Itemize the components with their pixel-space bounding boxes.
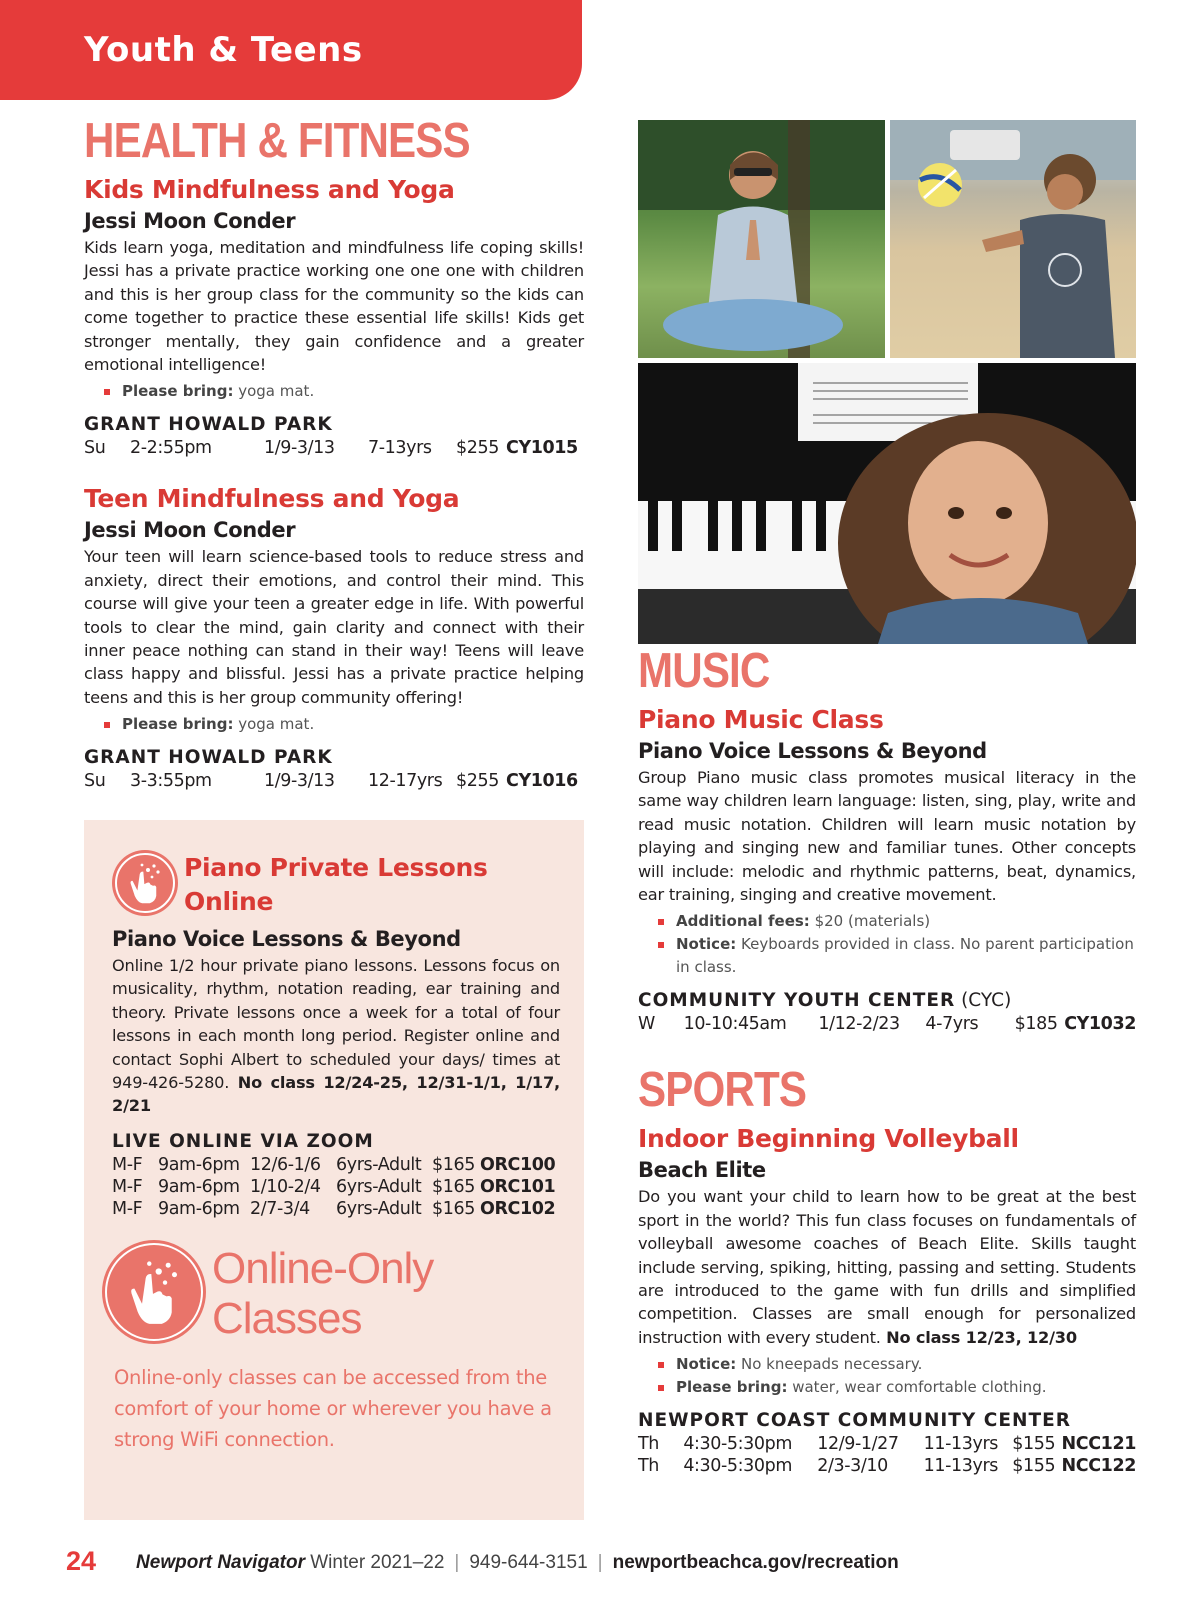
course-code[interactable]: CY1032 xyxy=(1064,1014,1137,1035)
bring-note: Please bring: yoga mat. xyxy=(84,380,584,403)
touch-hand-icon xyxy=(102,1240,206,1344)
class-description: Group Piano music class promotes musical literacy in the same way children learn language: listen, sing, play, write and read music notation. Children will learn music notation by playing and singing new and familiar tunes. Other concepts will include: melodic and rhythmic patterns, beat, dynamics, ear training, singing and creative movement. xyxy=(638,768,1136,905)
location-name: NEWPORT COAST COMMUNITY CENTER xyxy=(638,1410,1071,1432)
piano-girl-photo xyxy=(638,363,1136,644)
class-description: Kids learn yoga, meditation and mindfulness life coping skills! Jessi has a private practice working one one one with children and this is her group class for the community so the kids can come together to practice these essential life skills! Kids get stronger mentally, they gain confidence and a greater emotional intelligence! xyxy=(84,238,584,375)
location-name: GRANT HOWALD PARK xyxy=(84,414,333,436)
instructor-name: Piano Voice Lessons & Beyond xyxy=(638,739,987,763)
online-only-text: Online-only classes can be accessed from the comfort of your home or wherever you have a strong WiFi connection. xyxy=(114,1366,552,1451)
teen-yoga-listing xyxy=(84,483,584,792)
page-number: 24 xyxy=(66,1546,97,1576)
photo-collage xyxy=(638,120,1136,644)
publication-name: Newport Navigator xyxy=(136,1552,305,1573)
course-code[interactable]: CY1016 xyxy=(506,771,578,792)
class-description: Your teen will learn science-based tools to reduce stress and anxiety, direct their emotions, and control their mind. This course will give your teen a greater edge in life. With powerful tools to clear the mind, gain clarity and connect with their inner peace nothing can stand in their way! Teens will leave class happy and blissful. Jessi has a private practice helping teens and this is her group community offering! xyxy=(84,547,584,707)
publication-season: Winter 2021–22 xyxy=(304,1552,445,1573)
schedule-table xyxy=(112,1154,560,1220)
health-fitness-heading: HEALTH & FITNESS xyxy=(84,114,470,168)
course-code[interactable]: ORC100 xyxy=(480,1154,556,1175)
website-link[interactable]: newportbeachca.gov/recreation xyxy=(612,1552,899,1573)
yoga-girl-photo xyxy=(638,120,885,358)
course-code[interactable]: ORC101 xyxy=(480,1176,556,1197)
class-notes xyxy=(84,380,584,403)
instructor-name: Jessi Moon Conder xyxy=(84,518,296,543)
music-heading: MUSIC xyxy=(638,644,770,698)
schedule-row: Th 4:30-5:30pm 12/9-1/27 11-13yrs $155 NCC121 xyxy=(638,1434,1136,1455)
course-code[interactable]: ORC102 xyxy=(480,1198,556,1219)
bring-note: Please bring: yoga mat. xyxy=(84,713,584,736)
course-code[interactable]: NCC122 xyxy=(1061,1456,1136,1477)
class-title[interactable]: Kids Mindfulness and Yoga xyxy=(84,175,455,204)
class-notes xyxy=(84,713,584,736)
class-notes xyxy=(638,1353,1136,1399)
schedule-row: W 10-10:45am 1/12-2/23 4-7yrs $185 CY1032 xyxy=(638,1014,1137,1035)
left-column xyxy=(84,112,584,792)
schedule-row: M-F 9am-6pm 1/10-2/4 6yrs-Adult $165 ORC101 xyxy=(112,1176,556,1197)
schedule-row: Su 2-2:55pm 1/9-3/13 7-13yrs $255 CY1015 xyxy=(84,438,578,459)
class-description: Online 1/2 hour private piano lessons. Lessons focus on musicality, rhythm, notation reading, ear training and theory. Private lessons once a week for a total of four lessons in each month long period. Register online and contact Sophi Albert to scheduled your days/ times at 949-426-5280. No class 12/24-25, 12/31-1/1, 1/17, 2/21 xyxy=(112,956,560,1116)
sports-heading: SPORTS xyxy=(638,1063,807,1118)
course-code[interactable]: NCC121 xyxy=(1061,1434,1136,1455)
class-title[interactable]: Piano Private Lessons xyxy=(184,853,488,882)
class-title-continued: Online xyxy=(184,887,274,916)
schedule-table xyxy=(638,1433,1136,1477)
instructor-name: Beach Elite xyxy=(638,1158,766,1183)
location-name: COMMUNITY YOUTH CENTER (CYC) xyxy=(638,990,1012,1012)
footer-separator: | xyxy=(454,1552,460,1573)
online-promo-box xyxy=(84,820,584,1520)
bring-note: Please bring: water, wear comfortable clothing. xyxy=(638,1376,1136,1399)
touch-hand-icon xyxy=(112,850,178,916)
course-code[interactable]: CY1015 xyxy=(506,438,578,459)
fees-note: Additional fees: $20 (materials) xyxy=(638,910,1136,933)
notice-note: Notice: Keyboards provided in class. No parent participation in class. xyxy=(638,933,1136,979)
footer-separator: | xyxy=(597,1552,603,1573)
class-description: Do you want your child to learn how to be great at the best sport in the world? This fun class focuses on fundamentals of volleyball awesome coaches of Beach Elite. Skills taught include serving, spiking, hitting, passing and setting. Students are introduced to the game with fun drills and simplified competition. Classes are small enough for personalized instruction with every student. No class 12/23, 12/30 xyxy=(638,1187,1136,1347)
right-column xyxy=(638,644,1136,1477)
class-title[interactable]: Piano Music Class xyxy=(638,705,884,734)
no-class-dates: No class 12/24-25, 12/31-1/1, 1/17, 2/21 xyxy=(112,1073,560,1116)
section-tab-label: Youth & Teens xyxy=(84,30,363,70)
instructor-name: Jessi Moon Conder xyxy=(84,209,296,233)
schedule-row: Su 3-3:55pm 1/9-3/13 12-17yrs $255 CY1016 xyxy=(84,771,578,792)
location-name: GRANT HOWALD PARK xyxy=(84,747,333,769)
schedule-row: M-F 9am-6pm 12/6-1/6 6yrs-Adult $165 ORC100 xyxy=(112,1154,556,1175)
footer-phone[interactable]: 949-644-3151 xyxy=(469,1552,588,1573)
location-name: LIVE ONLINE VIA ZOOM xyxy=(112,1130,374,1152)
online-only-title: Online-Only Classes xyxy=(212,1244,434,1343)
section-tab xyxy=(0,0,582,100)
notice-note: Notice: No kneepads necessary. xyxy=(638,1353,1136,1376)
class-title[interactable]: Teen Mindfulness and Yoga xyxy=(84,484,460,514)
no-class-dates: No class 12/23, 12/30 xyxy=(880,1327,1077,1347)
kids-yoga-listing xyxy=(84,174,584,459)
class-title[interactable]: Indoor Beginning Volleyball xyxy=(638,1124,1019,1154)
instructor-name: Piano Voice Lessons & Beyond xyxy=(112,927,461,951)
page-footer xyxy=(66,1546,899,1577)
schedule-row: Th 4:30-5:30pm 2/3-3/10 11-13yrs $155 NCC122 xyxy=(638,1456,1136,1477)
schedule-row: M-F 9am-6pm 2/7-3/4 6yrs-Adult $165 ORC102 xyxy=(112,1198,556,1219)
class-notes xyxy=(638,910,1136,979)
volleyball-photo xyxy=(890,120,1136,358)
